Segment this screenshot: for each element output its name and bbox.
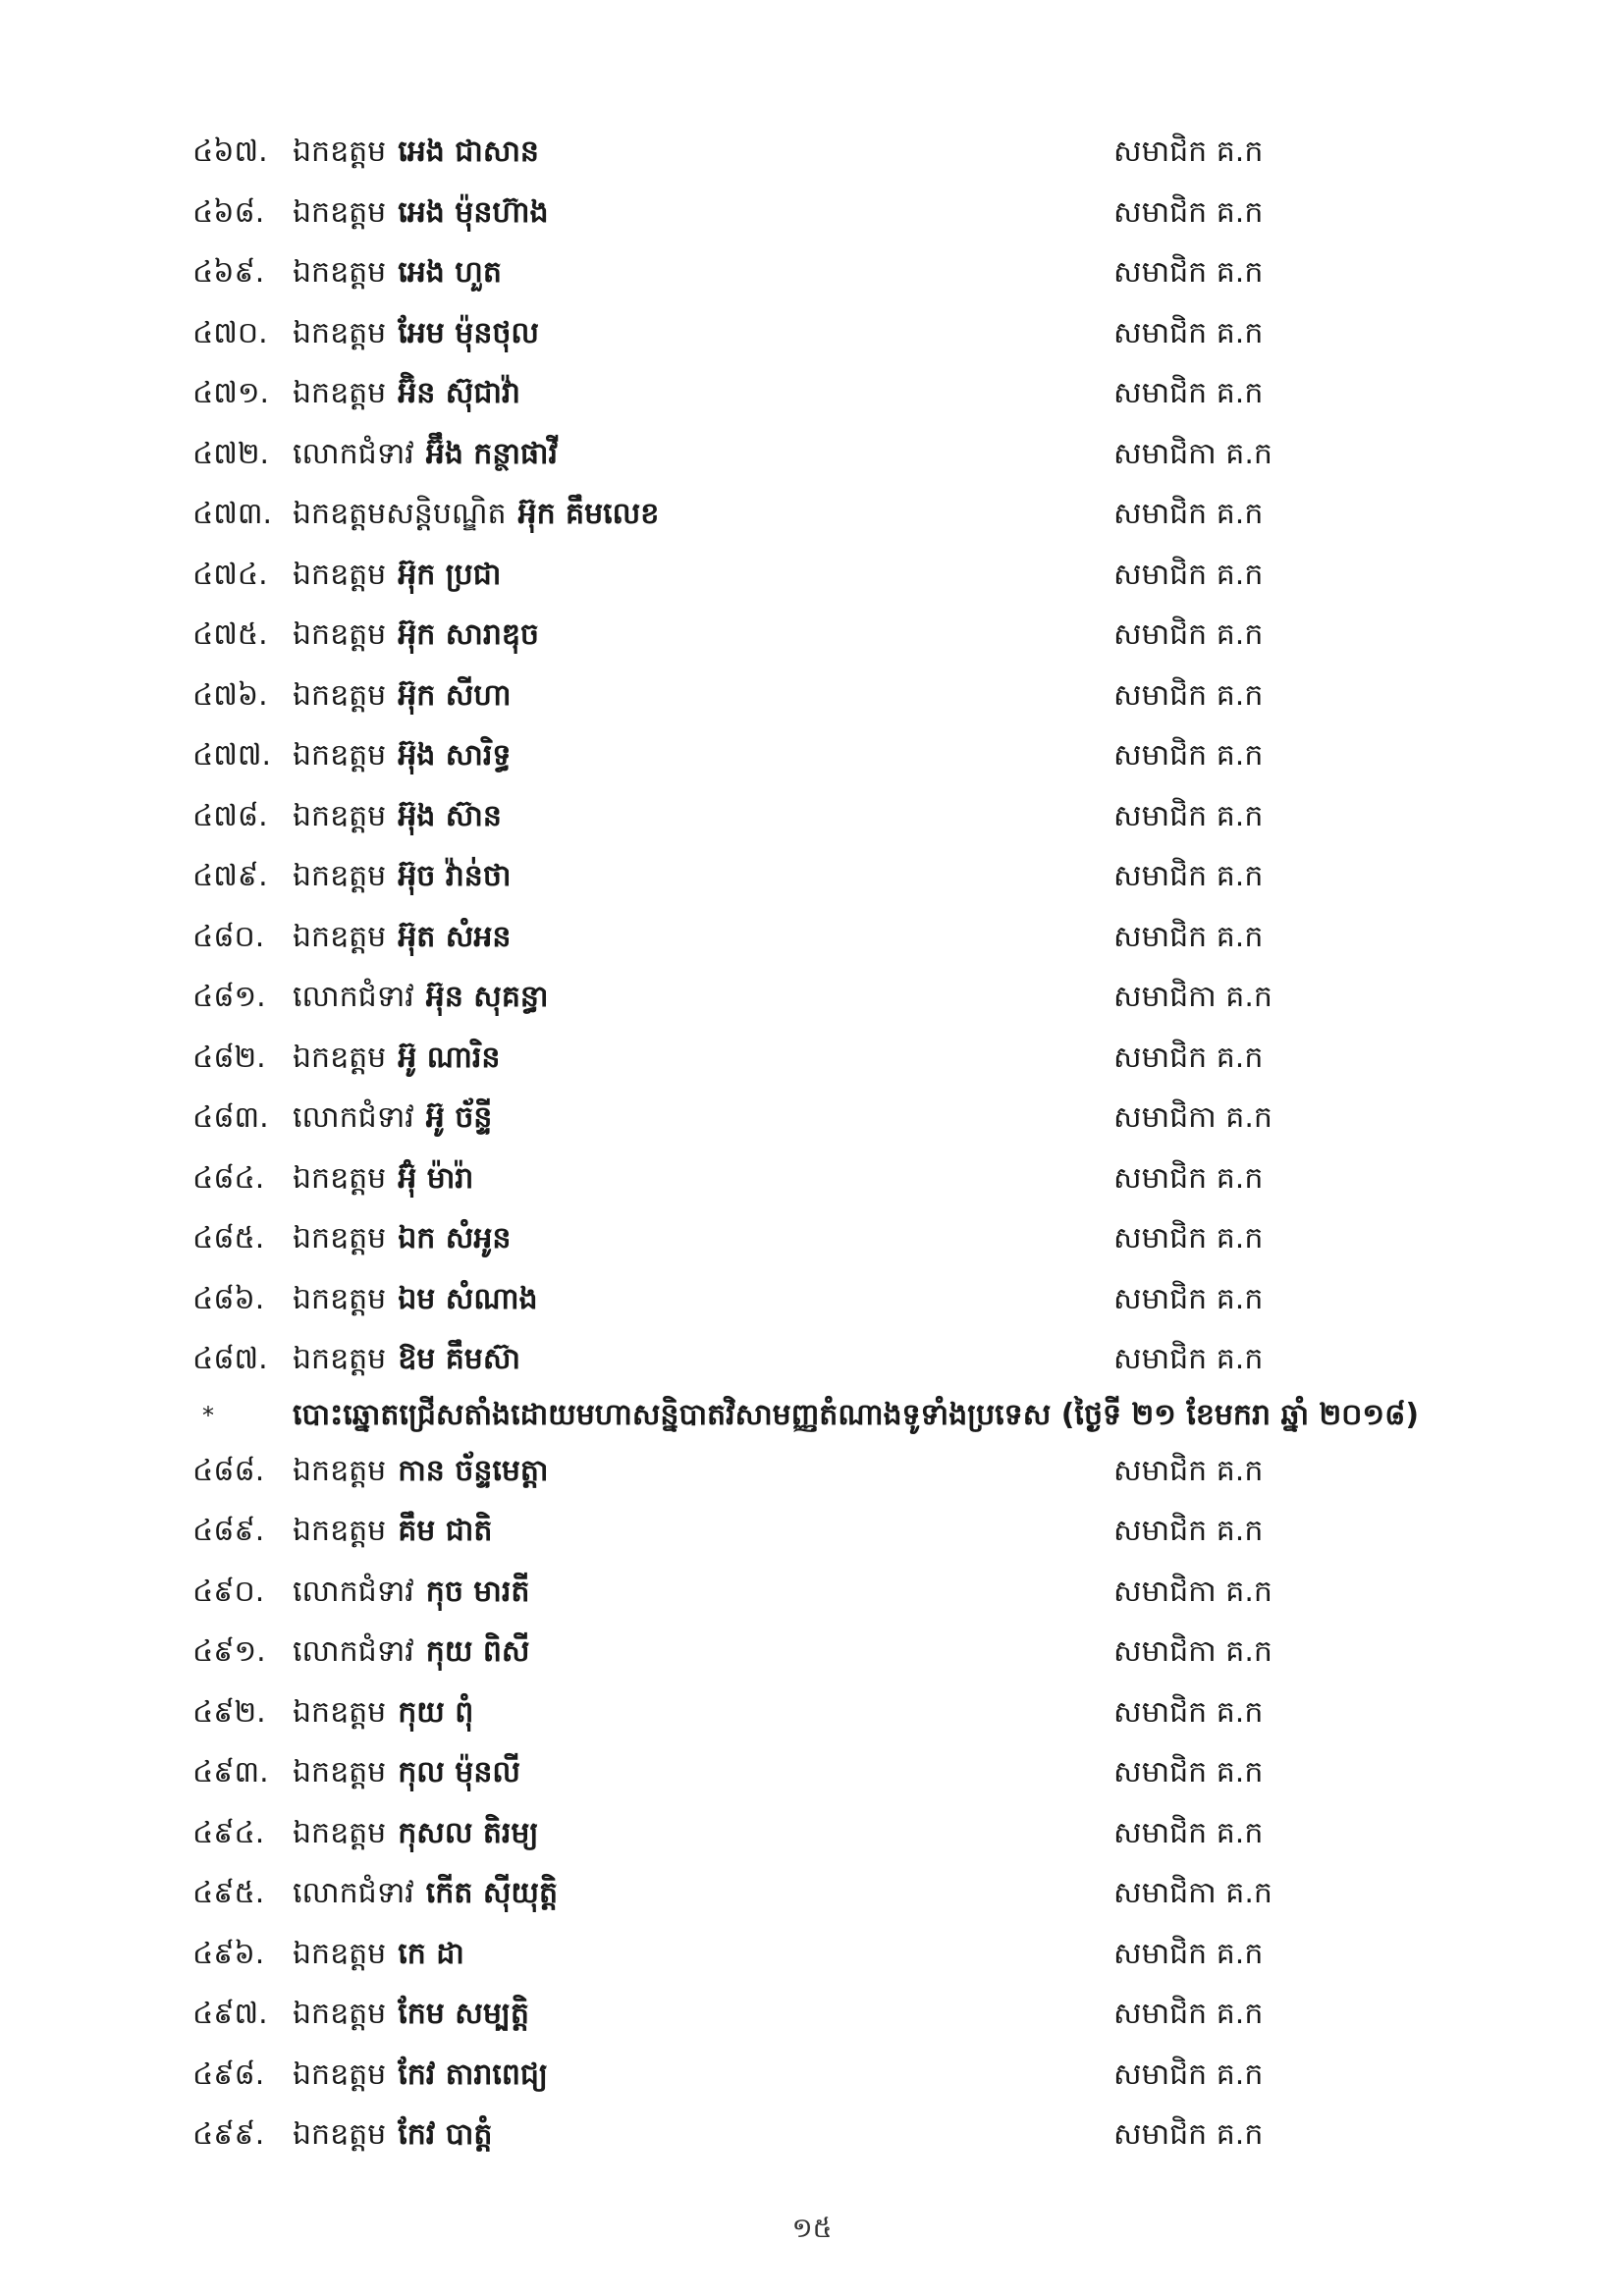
item-number: ៤៩៦. — [192, 1936, 265, 1971]
item-honorific: ឯកឧត្តម — [293, 1040, 387, 1075]
item-title-and-name — [293, 1742, 520, 1803]
item-title-and-name — [293, 183, 549, 243]
item-title-and-name — [293, 846, 511, 907]
item-number: ៤៧៣. — [192, 497, 273, 531]
member-list-part-1 — [192, 122, 1322, 1390]
item-title-and-name — [293, 1984, 529, 2045]
item-role: សមាជិកា គ.ក — [1113, 1634, 1272, 1669]
member-list — [192, 122, 1420, 2165]
item-role: សមាជិក គ.ក — [1113, 859, 1264, 893]
item-role: សមាជិក គ.ក — [1113, 1936, 1264, 1971]
item-honorific: លោកជំទាវ — [293, 1574, 414, 1609]
item-number: ៤៧៨. — [192, 798, 268, 833]
item-number: ៤៩៤. — [192, 1815, 265, 1850]
item-title-and-name — [293, 1622, 529, 1682]
item-number: ៤៦៨. — [192, 194, 265, 230]
list-item — [192, 666, 1322, 726]
item-name: កែវ បាត្តំ — [398, 2117, 493, 2152]
item-title-and-name — [293, 1088, 492, 1148]
list-item — [192, 786, 1322, 847]
item-name: ឱម គឹមស៊ា — [398, 1342, 520, 1376]
item-title-and-name — [293, 424, 558, 485]
item-number: ៤៦៩. — [192, 255, 265, 290]
item-role: សមាជិក គ.ក — [1113, 677, 1264, 713]
list-item — [192, 1028, 1322, 1089]
item-title-and-name — [293, 1803, 538, 1864]
item-name: អ៊ុក សីហា — [398, 677, 512, 713]
item-title-and-name — [293, 786, 502, 847]
item-title-and-name — [293, 1269, 538, 1330]
item-honorific: ឯកឧត្តម — [293, 677, 387, 713]
item-honorific: ឯកឧត្តម — [293, 1755, 387, 1789]
item-number: ៤៩៩. — [192, 2117, 265, 2152]
list-item — [192, 907, 1322, 968]
item-number: ៤៦៧. — [192, 134, 268, 169]
list-item — [192, 484, 1322, 545]
list-item — [192, 2105, 1322, 2165]
item-name: អេង ហួត — [398, 255, 502, 290]
item-name: អ៊ឹង កន្ថាផាវី — [425, 436, 559, 471]
item-number: ៤៨៤. — [192, 1160, 265, 1196]
list-item — [192, 1148, 1322, 1209]
item-honorific: លោកជំទាវ — [293, 1876, 414, 1910]
list-item — [192, 1208, 1322, 1269]
list-item — [192, 2045, 1322, 2106]
list-item — [192, 122, 1322, 183]
item-honorific: ឯកឧត្តម — [293, 1453, 387, 1488]
item-honorific: លោកជំទាវ — [293, 1634, 414, 1669]
note-asterisk: * — [202, 1401, 214, 1429]
item-title-and-name — [293, 484, 659, 545]
item-honorific: លោកជំទាវ — [293, 1100, 414, 1135]
item-honorific: លោកជំទាវ — [293, 436, 414, 471]
item-honorific: ឯកឧត្តម — [293, 1342, 387, 1376]
item-title-and-name — [293, 605, 539, 666]
list-item — [192, 1441, 1322, 1502]
item-number: ៤៨០. — [192, 919, 265, 954]
item-role: សមាជិកា គ.ក — [1113, 436, 1272, 471]
item-title-and-name — [293, 1501, 492, 1562]
item-title-and-name — [293, 363, 520, 424]
item-number: ៤៩២. — [192, 1694, 266, 1730]
list-item — [192, 1562, 1322, 1623]
item-number: ៤៧៧. — [192, 738, 271, 773]
item-honorific: ឯកឧត្តម — [293, 1514, 387, 1548]
note-text: បោះឆ្នោតជ្រើសតាំងដោយមហាសន្និបាតវិសាមញ្ញតំណាងទូទាំងប្រទេស (ថ្ងៃទី ២១ ខែមករា ឆ្នាំ ២០១៨) — [293, 1397, 1420, 1432]
item-name: អ៊ូ ណារិន — [398, 1040, 501, 1075]
item-number: ៤៩១. — [192, 1634, 266, 1669]
list-item — [192, 183, 1322, 243]
item-role: សមាជិក គ.ក — [1113, 2117, 1264, 2152]
list-item — [192, 303, 1322, 364]
item-honorific: ឯកឧត្តម — [293, 798, 387, 833]
item-name: គឹម ជាតិ — [398, 1514, 493, 1548]
item-number: ៤៨៩. — [192, 1514, 265, 1548]
item-number: ៤៨៨. — [192, 1453, 265, 1488]
item-title-and-name — [293, 545, 501, 606]
list-item — [192, 725, 1322, 786]
item-number: ៤៧៩. — [192, 859, 268, 893]
list-item — [192, 1682, 1322, 1743]
list-item — [192, 1924, 1322, 1985]
item-role: សមាជិក គ.ក — [1113, 1997, 1264, 2031]
item-title-and-name — [293, 1148, 473, 1209]
item-number: ៤៨១. — [192, 980, 266, 1014]
item-title-and-name — [293, 1441, 549, 1502]
item-honorific: ឯកឧត្តម — [293, 1694, 387, 1730]
list-item — [192, 545, 1322, 606]
item-name: អែម ម៉ុនថុល — [398, 315, 539, 350]
list-item — [192, 1742, 1322, 1803]
list-item — [192, 1984, 1322, 2045]
item-role: សមាជិក គ.ក — [1113, 134, 1264, 169]
item-role: សមាជិក គ.ក — [1113, 1040, 1264, 1075]
item-number: ៤៧២. — [192, 436, 270, 471]
item-honorific: ឯកឧត្តម — [293, 1160, 387, 1196]
item-name: អ៊ុង ស៊ាន — [398, 798, 502, 833]
item-number: ៤៨៧. — [192, 1342, 268, 1376]
item-honorific: ឯកឧត្តម — [293, 1221, 387, 1255]
item-role: សមាជិក គ.ក — [1113, 738, 1264, 773]
item-number: ៤៩៧. — [192, 1997, 268, 2031]
item-name: កាន ច័ន្ទមេត្តា — [398, 1453, 549, 1488]
item-name: កុល ម៉ុនលី — [398, 1755, 520, 1789]
item-role: សមាជិក គ.ក — [1113, 617, 1264, 652]
item-honorific: ឯកឧត្តម — [293, 557, 387, 592]
item-title-and-name — [293, 1329, 520, 1390]
item-honorific: ឯកឧត្តម — [293, 738, 387, 773]
item-title-and-name — [293, 1924, 464, 1985]
item-title-and-name — [293, 122, 539, 183]
item-honorific: ឯកឧត្តម — [293, 376, 387, 410]
member-list-part-2 — [192, 1441, 1322, 2165]
item-honorific: ឯកឧត្តម — [293, 194, 387, 230]
item-number: ៤៩០. — [192, 1574, 265, 1609]
item-role: សមាជិក គ.ក — [1113, 1694, 1264, 1730]
item-role: សមាជិក គ.ក — [1113, 1160, 1264, 1196]
item-number: ៤៨២. — [192, 1040, 266, 1075]
item-number: ៤៧០. — [192, 315, 268, 350]
item-number: ៤៩៨. — [192, 2056, 265, 2092]
item-role: សមាជិក គ.ក — [1113, 919, 1264, 954]
list-item — [192, 846, 1322, 907]
item-honorific: ឯកឧត្តម — [293, 1936, 387, 1971]
item-honorific: ឯកឧត្តម — [293, 919, 387, 954]
item-honorific: ឯកឧត្តម — [293, 2056, 387, 2092]
item-role: សមាជិកា គ.ក — [1113, 1574, 1272, 1609]
item-number: ៤៩៥. — [192, 1876, 265, 1910]
item-role: សមាជិក គ.ក — [1113, 1281, 1264, 1316]
item-name: អ៊ុន សុគន្ធា — [425, 980, 549, 1014]
item-name: អ៊ុំ ម៉ារ៉ា — [398, 1160, 474, 1196]
item-name: អ៊ុក ប្រជា — [398, 557, 502, 592]
item-honorific: ឯកឧត្តម — [293, 617, 387, 652]
item-honorific: ឯកឧត្តមសន្តិបណ្ឌិត — [293, 497, 507, 531]
item-role: សមាជិកា គ.ក — [1113, 980, 1272, 1014]
item-title-and-name — [293, 303, 539, 364]
item-name: ឯម សំណាង — [398, 1281, 538, 1316]
item-name: អ៊ុច វ៉ាន់ថា — [398, 859, 512, 893]
item-honorific: ឯកឧត្តម — [293, 134, 387, 169]
item-role: សមាជិក គ.ក — [1113, 315, 1264, 350]
list-item — [192, 605, 1322, 666]
item-role: សមាជិក គ.ក — [1113, 2056, 1264, 2092]
item-name: កុច មារតី — [425, 1574, 530, 1609]
item-title-and-name — [293, 666, 511, 726]
item-title-and-name — [293, 1863, 558, 1924]
item-honorific: ឯកឧត្តម — [293, 1281, 387, 1316]
item-name: អ៊ុត សំអន — [398, 919, 512, 954]
item-title-and-name — [293, 725, 511, 786]
item-title-and-name — [293, 1682, 473, 1743]
item-title-and-name — [293, 967, 548, 1028]
list-item — [192, 242, 1322, 303]
item-title-and-name — [293, 1028, 500, 1089]
list-item — [192, 1863, 1322, 1924]
item-role: សមាជិក គ.ក — [1113, 1755, 1264, 1789]
item-role: សមាជិក គ.ក — [1113, 255, 1264, 290]
item-number: ៤៩៣. — [192, 1755, 269, 1789]
election-note — [192, 1390, 1420, 1441]
list-item — [192, 1803, 1322, 1864]
item-title-and-name — [293, 2105, 492, 2165]
item-number: ៤៨៦. — [192, 1281, 265, 1316]
item-name: កេ ដា — [398, 1936, 464, 1971]
item-role: សមាជិក គ.ក — [1113, 1514, 1264, 1548]
item-honorific: ឯកឧត្តម — [293, 2117, 387, 2152]
item-number: ៤៧៤. — [192, 557, 268, 592]
item-name: អេង ម៉ុនហ៊ាង — [398, 194, 549, 230]
item-honorific: ឯកឧត្តម — [293, 1815, 387, 1850]
item-name: ឯក សំអូន — [398, 1221, 512, 1255]
item-name: កុសល តិរម្យ — [398, 1815, 539, 1850]
list-item — [192, 1088, 1322, 1148]
item-name: កុយ ពិសី — [425, 1634, 530, 1669]
item-title-and-name — [293, 242, 502, 303]
item-role: សមាជិក គ.ក — [1113, 557, 1264, 592]
item-honorific: ឯកឧត្តម — [293, 255, 387, 290]
item-title-and-name — [293, 2045, 548, 2106]
list-item — [192, 1269, 1322, 1330]
item-title-and-name — [293, 907, 511, 968]
list-item — [192, 1501, 1322, 1562]
item-name: កែម សម្បត្តិ — [398, 1997, 529, 2031]
item-number: ៤៨៣. — [192, 1100, 269, 1135]
page-number: ១៥ — [791, 2212, 833, 2244]
item-name: អ៊ូ ច័ន្ទី — [425, 1100, 493, 1135]
item-role: សមាជិក គ.ក — [1113, 1221, 1264, 1255]
item-role: សមាជិក គ.ក — [1113, 1342, 1264, 1376]
item-name: អ៊ុង សារិទ្ធ — [398, 738, 512, 773]
item-name: អ៊ុក សារាឌុច — [398, 617, 539, 652]
list-item — [192, 1622, 1322, 1682]
item-role: សមាជិក គ.ក — [1113, 194, 1264, 230]
item-role: សមាជិក គ.ក — [1113, 497, 1264, 531]
item-role: សមាជិក គ.ក — [1113, 1453, 1264, 1488]
item-honorific: ឯកឧត្តម — [293, 859, 387, 893]
item-honorific: លោកជំទាវ — [293, 980, 414, 1014]
list-item — [192, 363, 1322, 424]
item-role: សមាជិកា គ.ក — [1113, 1876, 1272, 1910]
item-name: កែវ តារាពេជ្យ — [398, 2056, 548, 2092]
item-number: ៤៧១. — [192, 376, 270, 410]
item-role: សមាជិក គ.ក — [1113, 1815, 1264, 1850]
item-name: អ៊ិន ស៊ុជាវ៉ា — [398, 376, 520, 410]
item-honorific: ឯកឧត្តម — [293, 315, 387, 350]
list-item — [192, 967, 1322, 1028]
item-number: ៤៧៦. — [192, 677, 268, 713]
list-item — [192, 1329, 1322, 1390]
list-item — [192, 424, 1322, 485]
item-name: កុយ ពុំ — [398, 1694, 474, 1730]
item-number: ៤៨៥. — [192, 1221, 265, 1255]
item-honorific: ឯកឧត្តម — [293, 1997, 387, 2031]
item-title-and-name — [293, 1562, 529, 1623]
item-name: កើត ស៊ីយុត្តិ — [425, 1876, 559, 1910]
item-title-and-name — [293, 1208, 511, 1269]
item-role: សមាជិក គ.ក — [1113, 798, 1264, 833]
item-name: អ៊ុក គឹមលេខ — [517, 497, 660, 531]
item-number: ៤៧៥. — [192, 617, 268, 652]
item-name: អេង ជាសាន — [398, 134, 539, 169]
item-role: សមាជិក គ.ក — [1113, 376, 1264, 410]
item-role: សមាជិកា គ.ក — [1113, 1100, 1272, 1135]
